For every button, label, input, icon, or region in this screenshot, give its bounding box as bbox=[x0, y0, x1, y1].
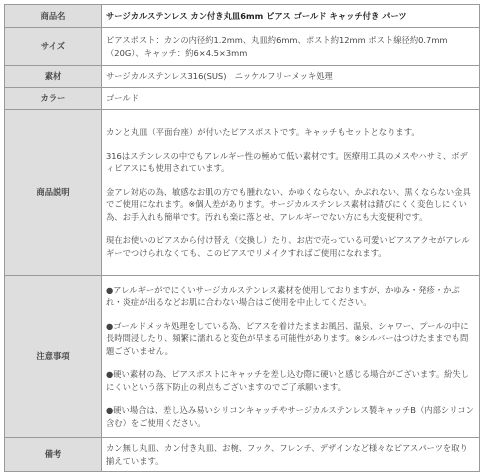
spec-row-color bbox=[5, 88, 480, 110]
description-paragraph: 金アレ対応の為、敏感なお肌の方でも腫れない、かゆくならない、かぶれない、黒くならない金具でご使用になれます。※個人差があります。サージカルステンレス素材は錆びにくく変色しにくい為、お手入れも簡単です。汚れも楽に落とせ、アレルギーでない方にも大変便利です。 bbox=[106, 186, 471, 222]
spec-row-remarks bbox=[5, 438, 480, 472]
notes-paragraph: ●ゴールドメッキ処理をしている為、ピアスを着けたままお風呂、温泉、シャワー、プールの中に長時間浸したり、頻繁に濡れると変色が早まる可能性があります。※シルバーはつけたままでも問題ございません。 bbox=[106, 320, 469, 356]
row-label-color: カラー bbox=[5, 88, 102, 110]
product-name-value: サージカルステンレス カン付き丸皿6mm ピアス ゴールド キャッチ付き パーツ bbox=[102, 5, 480, 28]
spec-row-description bbox=[5, 110, 480, 276]
row-label-description: 商品説明 bbox=[5, 110, 102, 276]
spec-row-size bbox=[5, 28, 480, 66]
size-line-2: （20G）、キャッチ：約6×4.5×3mm bbox=[106, 47, 248, 58]
material-value: サージカルステンレス316(SUS) ニッケルフリーメッキ処理 bbox=[102, 66, 480, 88]
description-paragraph: 現在お使いのピアスから付け替え（交換し）たり、お店で売っている可愛いピアスアクセがアレルギーでつけられなくても、このピアスでリメイクすればご使用になれます。 bbox=[106, 235, 470, 258]
remarks-value: カン無し丸皿、カン付き丸皿、お椀、フック、フレンチ、デザインなど様々なピアスパーツを取り揃えています。 bbox=[102, 438, 480, 472]
row-label-material: 素材 bbox=[5, 66, 102, 88]
description-paragraph: 316はステンレスの中でもアレルギー性の極めて低い素材です。医療用工具のメスやハサミ、ボディピアスにも使用されています。 bbox=[106, 150, 468, 173]
row-label-name: 商品名 bbox=[5, 5, 102, 28]
spec-row-name bbox=[5, 5, 480, 28]
row-label-remarks: 備考 bbox=[5, 438, 102, 472]
color-value: ゴールド bbox=[102, 88, 480, 110]
size-value bbox=[102, 28, 480, 66]
notes-paragraph: ●アレルギーがでにくいサージカルステンレス素材を使用しておりますが、かゆみ・発疹・かぶれ・炎症が出るなどお肌に合わない場合はご使用を中止してください。 bbox=[106, 284, 460, 308]
notes-value bbox=[102, 276, 480, 438]
description-paragraph: カンと丸皿（平面台座）が付いたピアスポストです。キャッチもセットとなります。 bbox=[106, 127, 420, 137]
size-line-1: ピアスポスト：カンの内径約1.2mm、丸皿約6mm、ポスト約12mm ポスト線径約0.7mm bbox=[106, 35, 448, 45]
row-label-size: サイズ bbox=[5, 28, 102, 66]
description-value bbox=[102, 110, 480, 276]
spec-row-material bbox=[5, 66, 480, 88]
spec-row-notes bbox=[5, 276, 480, 438]
notes-paragraph: ●硬い素材の為、ピアスポストにキャッチを差し込む際に硬いと感じる場合がございます。紛失しにくいという落下防止の利点もございますのでご了承願います。 bbox=[106, 369, 470, 392]
product-spec-table bbox=[4, 4, 480, 472]
notes-paragraph: ●硬い場合は、差し込み易いシリコンキャッチやサージカルステンレス製キャッチB（内部シリコン含む）をご使用ください。 bbox=[106, 405, 474, 428]
row-label-notes: 注意事項 bbox=[5, 276, 102, 438]
